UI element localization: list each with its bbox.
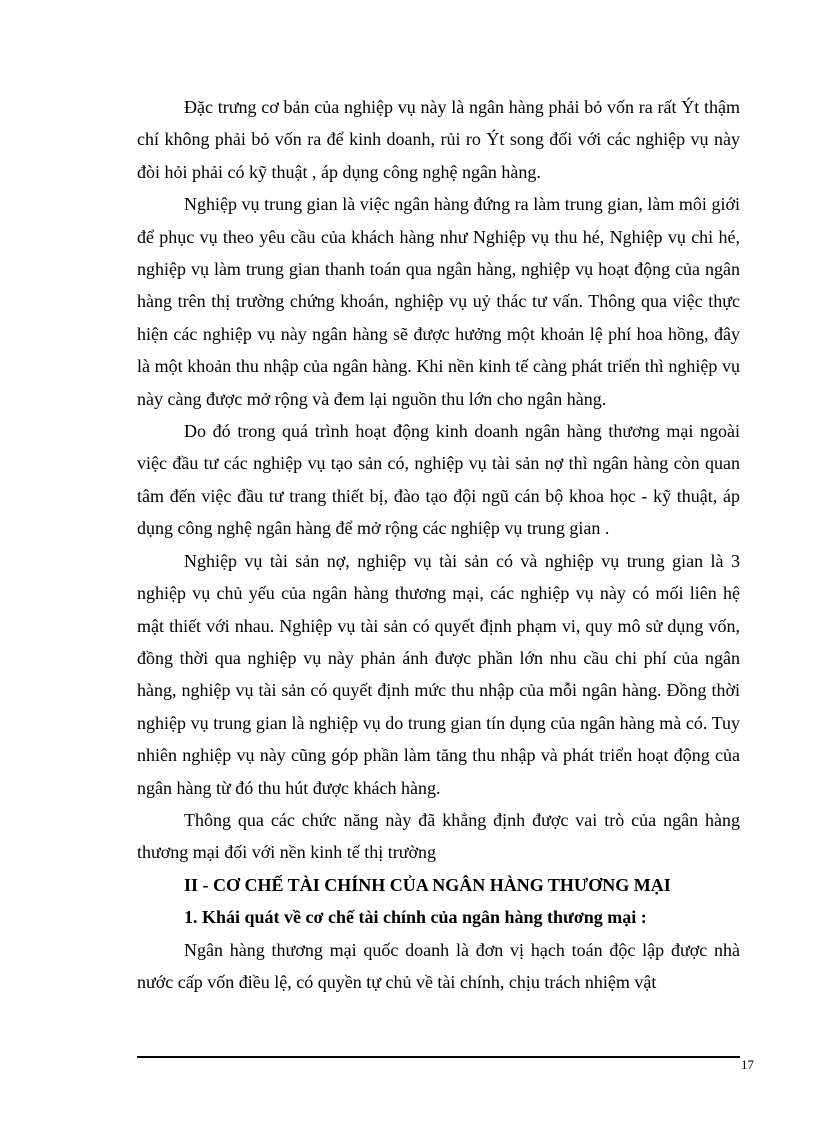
paragraph: Nghiệp vụ trung gian là việc ngân hàng đứng ra làm trung gian, làm môi giới để phục vụ theo yêu cầu của khách hàng như Nghiệp vụ thu hé, Nghiệp vụ chi hé, nghiệp vụ làm trung gian thanh toán qua ngân hàng, nghiệp vụ hoạt động của ngân hàng trên thị trường chứng khoán, nghiệp vụ uỷ thác tư vấn. Thông qua việc thực hiện các nghiệp vụ này ngân hàng sẽ được hưởng một khoản lệ phí hoa hồng, đây là một khoản thu nhập của ngân hàng. Khi nền kinh tế càng phát triển thì nghiệp vụ này càng được mở rộng và đem lại nguồn thu lớn cho ngân hàng.: [137, 194, 740, 409]
paragraph: Thông qua các chức năng này đã khẳng định được vai trò của ngân hàng thương mại đối với nền kinh tế thị trường: [137, 809, 740, 863]
page-body: [137, 91, 740, 998]
paragraph: Nghiệp vụ tài sản nợ, nghiệp vụ tài sản có và nghiệp vụ trung gian là 3 nghiệp vụ chủ yếu của ngân hàng thương mại, các nghiệp vụ này có mối liên hệ mật thiết với nhau. Nghiệp vụ tài sản có quyết định phạm vi, quy mô sử dụng vốn, đồng thời qua nghiệp vụ này phản ánh được phần lớn nhu cầu chi phí của ngân hàng, nghiệp vụ tài sản có quyết định mức thu nhập của mỗi ngân hàng. Đồng thời nghiệp vụ trung gian là nghiệp vụ do trung gian tín dụng của ngân hàng mà có. Tuy nhiên nghiệp vụ này cũng góp phần làm tăng thu nhập và phát triển hoạt động của ngân hàng từ đó thu hút được khách hàng.: [137, 550, 740, 798]
footer-divider: [137, 1056, 740, 1058]
page-number: 17: [741, 1057, 754, 1072]
section-heading: II - CƠ CHẾ TÀI CHÍNH CỦA NGÂN HÀNG THƯƠNG MẠI: [184, 874, 671, 895]
paragraph: Ngân hàng thương mại quốc doanh là đơn vị hạch toán độc lập được nhà nước cấp vốn điều lệ, có quyền tự chủ về tài chính, chịu trách nhiệm vật: [137, 939, 740, 992]
subsection-heading: 1. Khái quát về cơ chế tài chính của ngân hàng thương mại :: [184, 907, 647, 928]
paragraph: Do đó trong quá trình hoạt động kinh doanh ngân hàng thương mại ngoài việc đầu tư các nghiệp vụ tạo sản có, nghiệp vụ tài sản nợ thì ngân hàng còn quan tâm đến việc đầu tư trang thiết bị, đào tạo đội ngũ cán bộ khoa học - kỹ thuật, áp dụng công nghệ ngân hàng để mở rộng các nghiệp vụ trung gian .: [137, 421, 740, 539]
paragraph: Đặc trưng cơ bản của nghiệp vụ này là ngân hàng phải bỏ vốn ra rất Ýt thậm chí không phải bỏ vốn ra để kinh doanh, rủi ro Ýt song đối với các nghiệp vụ này đòi hỏi phải có kỹ thuật , áp dụng công nghệ ngân hàng.: [137, 97, 740, 182]
